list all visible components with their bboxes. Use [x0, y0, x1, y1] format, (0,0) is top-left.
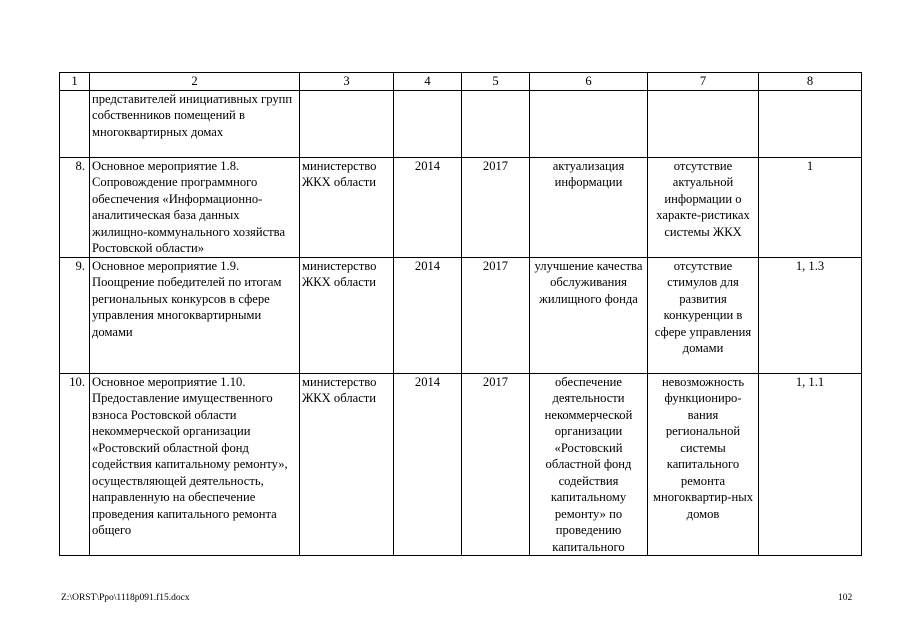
- column-number: 8: [759, 73, 862, 91]
- start-year: 2014: [394, 373, 462, 556]
- page-number: 102: [838, 593, 853, 603]
- end-year: 2017: [462, 373, 530, 556]
- executor: министерство ЖКХ области: [300, 257, 394, 373]
- column-number: 7: [648, 73, 759, 91]
- row-number: 10.: [60, 373, 90, 556]
- activity-name: Основное мероприятие 1.9. Поощрение победителей по итогам региональных конкурсов в сфере управления многоквартирными домами: [90, 257, 300, 373]
- column-number: 4: [394, 73, 462, 91]
- column-number: 2: [90, 73, 300, 91]
- activity-name: Основное мероприятие 1.8. Сопровождение программного обеспечения «Информационно-аналитическая база данных жилищно-коммунального хозяйства Ростовской области»: [90, 157, 300, 257]
- non-implementation-consequence: [648, 90, 759, 157]
- activity-name: Основное мероприятие 1.10. Предоставление имущественного взноса Ростовской области некоммерческой организации «Ростовский областной фонд содействия капитальному ремонту», осуществляющей деятельность, направленную на обеспечение проведения капитального ремонта общего: [90, 373, 300, 556]
- executor: [300, 90, 394, 157]
- executor: министерство ЖКХ области: [300, 373, 394, 556]
- column-number: 1: [60, 73, 90, 91]
- table-row: [60, 157, 862, 257]
- expected-result: [530, 90, 648, 157]
- start-year: 2014: [394, 257, 462, 373]
- indicator-link: [759, 90, 862, 157]
- non-implementation-consequence: отсутствие стимулов для развития конкуренции в сфере управления домами: [648, 257, 759, 373]
- start-year: [394, 90, 462, 157]
- end-year: 2017: [462, 257, 530, 373]
- start-year: 2014: [394, 157, 462, 257]
- file-path: Z:\ORST\Ppo\1118p091.f15.docx: [61, 593, 190, 603]
- expected-result: актуализация информации: [530, 157, 648, 257]
- program-activities-table: [59, 72, 862, 556]
- row-number: [60, 90, 90, 157]
- column-number: 3: [300, 73, 394, 91]
- indicator-link: 1, 1.1: [759, 373, 862, 556]
- table-row: [60, 90, 862, 157]
- activity-name: представителей инициативных групп собственников помещений в многоквартирных домах: [90, 90, 300, 157]
- end-year: [462, 90, 530, 157]
- table-row: [60, 257, 862, 373]
- table-row: [60, 373, 862, 556]
- non-implementation-consequence: отсутствие актуальной информации о характе-ристиках системы ЖКХ: [648, 157, 759, 257]
- end-year: 2017: [462, 157, 530, 257]
- expected-result: обеспечение деятельности некоммерческой организации «Ростовский областной фонд содействия капитальному ремонту» по проведению капитального: [530, 373, 648, 556]
- indicator-link: 1: [759, 157, 862, 257]
- row-number: 9.: [60, 257, 90, 373]
- expected-result: улучшение качества обслуживания жилищного фонда: [530, 257, 648, 373]
- column-numbers-row: [60, 73, 862, 91]
- column-number: 5: [462, 73, 530, 91]
- executor: министерство ЖКХ области: [300, 157, 394, 257]
- row-number: 8.: [60, 157, 90, 257]
- non-implementation-consequence: невозможность функциониро-вания региональной системы капитального ремонта многоквартир-ных домов: [648, 373, 759, 556]
- indicator-link: 1, 1.3: [759, 257, 862, 373]
- column-number: 6: [530, 73, 648, 91]
